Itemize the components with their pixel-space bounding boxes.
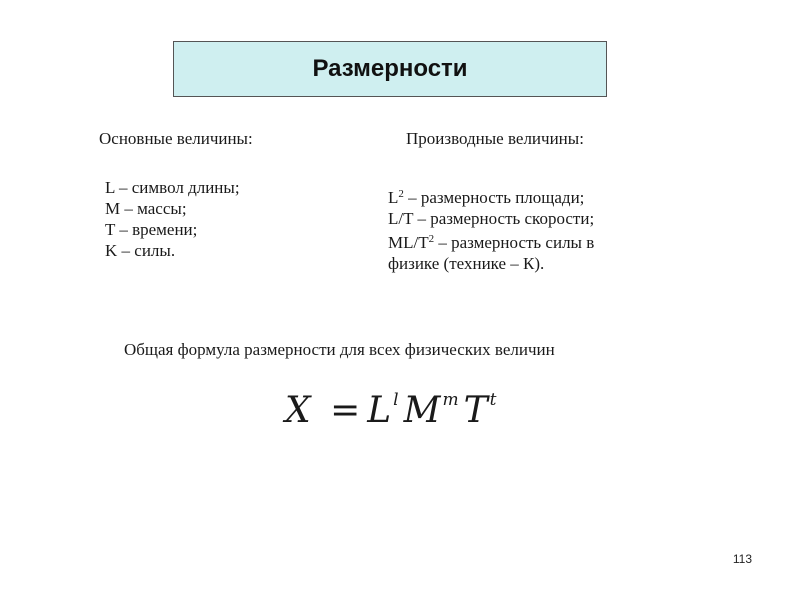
formula-equals: =	[330, 390, 362, 431]
formula-term-length-exp: l	[393, 390, 400, 410]
basic-quantities-heading: Основные величины:	[99, 129, 253, 148]
formula-lhs: X	[285, 390, 312, 431]
derived-item-area-exponent: 2	[398, 188, 404, 200]
derived-item-area-text: – размерность площади;	[403, 188, 585, 207]
derived-item-force-exponent: 2	[428, 233, 435, 245]
basic-item-force: K – силы.	[105, 241, 176, 260]
slide-title-box	[173, 41, 607, 97]
derived-item-force-text: – размерность силы в	[434, 233, 595, 252]
derived-item-force-base: ML/T	[388, 233, 429, 252]
derived-item-velocity-text: – размерность скорости;	[413, 209, 595, 228]
formula-term-mass-exp: m	[442, 390, 460, 410]
basic-item-mass: М – массы;	[105, 199, 187, 218]
derived-quantities-heading: Производные величины:	[406, 129, 584, 148]
derived-quantities-list	[388, 184, 594, 274]
derived-item-force-continued: физике (технике – К).	[388, 254, 545, 273]
basic-item-length: L – символ длины;	[105, 178, 240, 197]
formula-term-time-base: T	[463, 390, 489, 431]
basic-item-time: T – времени;	[105, 220, 198, 239]
formula-term-time-exp: t	[489, 390, 498, 410]
basic-quantities-list	[105, 177, 240, 261]
derived-item-velocity	[388, 208, 594, 229]
formula-term-mass-base: M	[403, 390, 442, 431]
general-formula-caption: Общая формула размерности для всех физических величин	[124, 340, 555, 359]
page-number: 113	[732, 552, 752, 566]
formula-term-length-base: L	[367, 390, 393, 431]
slide-title: Размерности	[312, 55, 468, 82]
derived-item-velocity-base: L/T	[388, 209, 414, 228]
dimension-formula	[285, 390, 501, 431]
derived-item-force	[388, 229, 594, 253]
derived-item-area	[388, 184, 594, 208]
derived-item-area-base: L	[388, 188, 399, 207]
